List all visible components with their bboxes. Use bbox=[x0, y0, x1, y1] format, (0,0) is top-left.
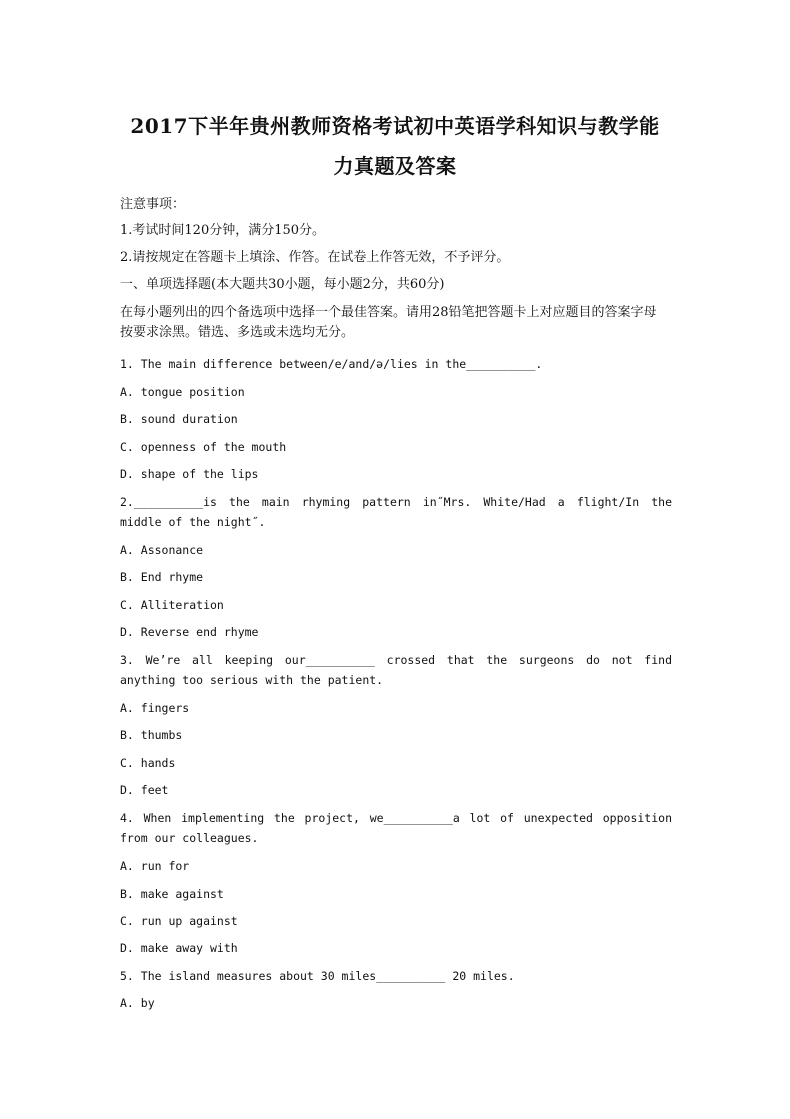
question-1-stem: 1. The main difference between/e/and/ə/lies in the__________. bbox=[120, 357, 543, 371]
question-2-option-d: D. Reverse end rhyme bbox=[120, 625, 259, 639]
notice-item-1: 1.考试时间120分钟，满分150分。 bbox=[120, 223, 326, 238]
section-heading: 一、单项选择题(本大题共30小题，每小题2分，共60分) bbox=[120, 277, 445, 292]
question-5-stem: 5. The island measures about 30 miles__________ 20 miles. bbox=[120, 969, 515, 983]
question-4-option-c: C. run up against bbox=[120, 914, 238, 928]
question-3-option-c: C. hands bbox=[120, 756, 176, 770]
document-title-line-1: 2017下半年贵州教师资格考试初中英语学科知识与教学能 bbox=[130, 114, 660, 138]
question-3-option-d: D. feet bbox=[120, 783, 169, 797]
question-5-option-a: A. by bbox=[120, 996, 155, 1010]
question-1-option-d: D. shape of the lips bbox=[120, 467, 259, 481]
question-4-option-b: B. make against bbox=[120, 887, 224, 901]
section-instruction: 在每小题列出的四个备选项中选择一个最佳答案。请用28铅笔把答题卡上对应题目的答案字母按要求涂黑。错选、多选或未选均无分。 bbox=[120, 305, 657, 340]
question-2-stem: 2.__________is the main rhyming pattern in˝Mrs. White/Had a flight/In the middle of the night˝. bbox=[120, 495, 672, 529]
question-2-option-c: C. Alliteration bbox=[120, 598, 224, 612]
question-4-option-a: A. run for bbox=[120, 859, 190, 873]
question-1-option-b: B. sound duration bbox=[120, 412, 238, 426]
notice-item-2: 2.请按规定在答题卡上填涂、作答。在试卷上作答无效，不予评分。 bbox=[120, 250, 510, 265]
question-3-stem: 3. We’re all keeping our__________ crossed that the surgeons do not find anything too serious with the patient. bbox=[120, 653, 672, 687]
notice-heading: 注意事项： bbox=[120, 197, 186, 212]
question-2-option-b: B. End rhyme bbox=[120, 570, 204, 584]
question-3-option-a: A. fingers bbox=[120, 701, 190, 715]
question-2-option-a: A. Assonance bbox=[120, 543, 204, 557]
document-title-line-2: 力真题及答案 bbox=[333, 154, 457, 178]
question-1-option-a: A. tongue position bbox=[120, 385, 245, 399]
question-3-option-b: B. thumbs bbox=[120, 728, 183, 742]
question-1-option-c: C. openness of the mouth bbox=[120, 440, 287, 454]
question-4-option-d: D. make away with bbox=[120, 941, 238, 955]
question-4-stem: 4. When implementing the project, we__________a lot of unexpected opposition from our colleagues. bbox=[120, 811, 672, 845]
